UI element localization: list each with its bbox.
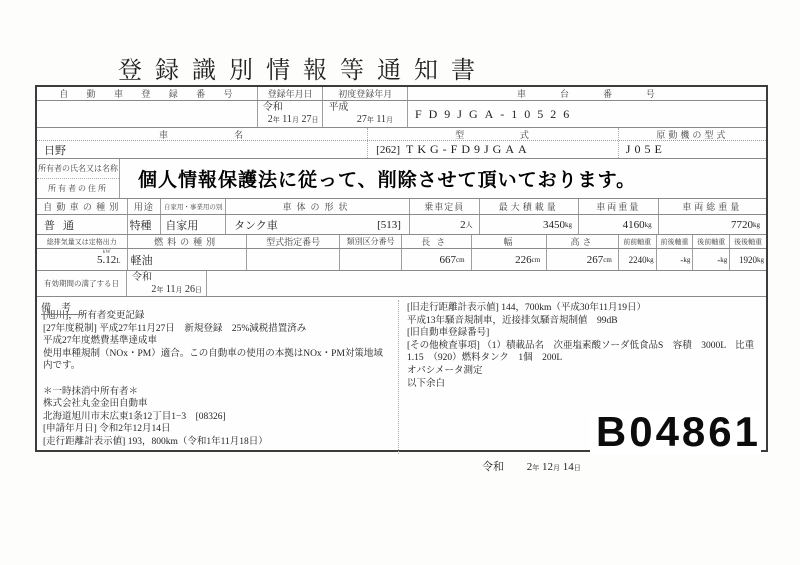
front-rear-axle-header: 前後軸重 <box>657 235 694 248</box>
body-shape-header: 車体の形状 <box>226 199 410 214</box>
validity-date: 2年 11月 26日 <box>151 283 202 295</box>
registration-form-table <box>35 85 768 455</box>
value-row-2 <box>37 141 766 159</box>
gross-weight-header: 車両総重量 <box>682 202 743 212</box>
remark-line <box>43 373 390 386</box>
header-row-4 <box>37 235 766 249</box>
fuel-header: 燃料の種別 <box>128 235 247 248</box>
model-prefix: [262] <box>376 143 400 156</box>
chassis-number-header <box>408 87 766 100</box>
document-stamp-number: B04861 <box>590 410 761 454</box>
type-number-value <box>247 249 340 270</box>
rear-front-axle-header: 後前軸重 <box>693 235 730 248</box>
remarks-label: 備考 <box>41 299 83 315</box>
model-header <box>368 128 619 140</box>
remark-line: 平成27年度燃費基準達成車 <box>43 336 158 347</box>
chassis-number-header-label: 車 台 番 号 <box>517 89 657 99</box>
type-number-header: 型式指定番号 <box>247 235 340 248</box>
header-row-1 <box>37 87 766 101</box>
privacy-notice: 個人情報保護法に従って、削除させて頂いております。 <box>138 170 637 191</box>
remarks-left-column <box>43 310 398 454</box>
model-header-label: 型 式 <box>455 129 531 140</box>
front-front-axle-header: 前前軸重 <box>619 235 657 248</box>
car-name-value: 日野 <box>37 141 368 158</box>
model-code: TKG-FD9JGAA <box>406 142 531 156</box>
car-name-header <box>37 128 368 140</box>
model-value <box>368 141 619 158</box>
issue-date-era: 令和 <box>482 461 504 473</box>
rear-rear-axle-value: 1920 kg <box>738 254 764 265</box>
remark-line: [旭川]，所有者変更記録 <box>43 311 145 321</box>
kw-unit-note: kW <box>102 249 111 255</box>
validity-header: 有効期間の満了する日 <box>37 271 127 296</box>
use-value: 特種 <box>128 215 162 234</box>
class-number-value <box>340 249 402 270</box>
remark-line: [旧自動車登録番号] <box>407 328 490 339</box>
value-row-1 <box>37 101 766 128</box>
body-shape-code: [513] <box>377 218 401 231</box>
value-row-4 <box>37 249 766 271</box>
rear-rear-axle-header: 後後軸重 <box>734 237 763 246</box>
car-name-header-label: 車 名 <box>159 129 246 140</box>
reg-date-text: 2年 11月 27日 <box>267 114 319 125</box>
remark-line: [その他検査事項] （1）積載品名 次亜塩素酸ソーダ低食品S 容積 3000L 比重 1.15 （920）燃料タンク 1個 200L <box>407 340 764 364</box>
remark-line: 株式会社丸金金田自動車 <box>43 399 148 410</box>
reg-date-value <box>258 101 324 127</box>
chassis-number-value: FD9JGA-10526 <box>414 106 577 121</box>
displacement-header: 総排気量又は定格出力 <box>37 235 128 248</box>
owner-labels <box>37 159 120 198</box>
first-reg-era: 平成 <box>328 102 349 113</box>
private-use-value: 自家用 <box>161 215 226 234</box>
remark-line: 以下余白 <box>407 378 446 389</box>
reg-date-header: 登録年月日 <box>258 87 324 100</box>
length-value: 667 cm <box>402 249 472 270</box>
use-header: 用途 <box>128 199 162 214</box>
vehicle-kind-header-label: 自 動 車 の 種 別 <box>43 202 121 212</box>
remark-line: 北海道旭川市末広東1条12丁目1−3 [08326] <box>43 411 226 422</box>
remark-line: オパシメータ測定 <box>407 365 483 376</box>
issue-date-text: 2年 12月 14日 <box>526 461 581 473</box>
vehicle-kind-value: 普通 <box>37 215 128 234</box>
front-front-axle-value: 2240 kg <box>619 249 657 270</box>
vehicle-kind-header <box>37 199 128 214</box>
max-load-header: 最大積載量 <box>480 199 579 214</box>
owner-name-label: 所有者の氏名又は名称 <box>37 159 119 179</box>
remark-line: 平成13年騒音規制車，近接排気騒音規制値 99dB <box>407 315 618 326</box>
reg-number-header <box>37 87 258 100</box>
remark-line: [申請年月日] 令和2年12月14日 <box>43 424 171 435</box>
value-row-3 <box>37 215 766 235</box>
body-shape-text: タンク車 <box>233 219 278 232</box>
reg-date-era: 令和 <box>262 102 283 113</box>
remark-line: 使用車種規制（NOx・PM）適合。この自動車の使用の本拠はNOx・PM対策地域内です。 <box>43 348 383 372</box>
height-value: 267 cm <box>547 249 619 270</box>
first-reg-value <box>323 101 408 127</box>
validity-era: 令和 <box>132 271 152 283</box>
remark-line: ＊一時抹消中所有者＊ <box>43 386 139 397</box>
vehicle-weight-value: 4160 kg <box>579 215 659 234</box>
header-row-3 <box>37 199 766 215</box>
displacement-value <box>37 249 128 270</box>
remark-line: [走行距離計表示値] 193，800km（令和1年11月18日） <box>43 436 268 447</box>
validity-row <box>37 271 766 297</box>
validity-empty-cell <box>207 271 766 296</box>
capacity-value: 2 人 <box>410 215 480 234</box>
owner-address-label: 所有者の住所 <box>48 184 108 193</box>
max-load-value: 3450 kg <box>480 215 579 234</box>
displacement-text: 5.12L <box>96 253 121 266</box>
rear-front-axle-value: - kg <box>693 249 730 270</box>
reg-number-header-label: 自 動 車 登 録 番 号 <box>59 89 235 99</box>
width-header: 幅 <box>472 235 548 248</box>
front-rear-axle-value: - kg <box>657 249 694 270</box>
remark-line: [旧走行距離計表示値] 144，700km（平成30年11月19日） <box>407 303 646 313</box>
issue-date <box>482 458 581 474</box>
private-use-header: 自家用・事業用の別 <box>161 199 226 214</box>
gross-weight-value: 7720 kg <box>730 218 760 231</box>
first-reg-text: 27年 11月 <box>356 114 393 125</box>
fuel-value: 軽油 <box>128 249 247 270</box>
body-shape-value <box>226 215 410 234</box>
page-title: 登録識別情報等通知書 <box>118 58 488 84</box>
owner-privacy-cell <box>120 159 766 198</box>
length-header: 長さ <box>402 235 472 248</box>
remarks-section <box>37 297 766 454</box>
header-row-2 <box>37 128 766 141</box>
class-number-header: 類別区分番号 <box>340 235 402 248</box>
vehicle-weight-header: 車両重量 <box>579 199 659 214</box>
validity-value <box>127 271 207 296</box>
first-reg-header: 初度登録年月 <box>323 87 408 100</box>
engine-model-value: J05E <box>625 142 666 156</box>
remark-line: [27年度税制] 平成27年11月27日 新規登録 25%減税措置済み <box>43 323 307 334</box>
engine-model-header: 原動機の型式 <box>656 129 729 140</box>
owner-block <box>37 159 766 199</box>
width-value: 226 cm <box>472 249 548 270</box>
reg-number-value <box>37 101 258 127</box>
height-header: 高さ <box>547 235 619 248</box>
capacity-header: 乗車定員 <box>410 199 480 214</box>
